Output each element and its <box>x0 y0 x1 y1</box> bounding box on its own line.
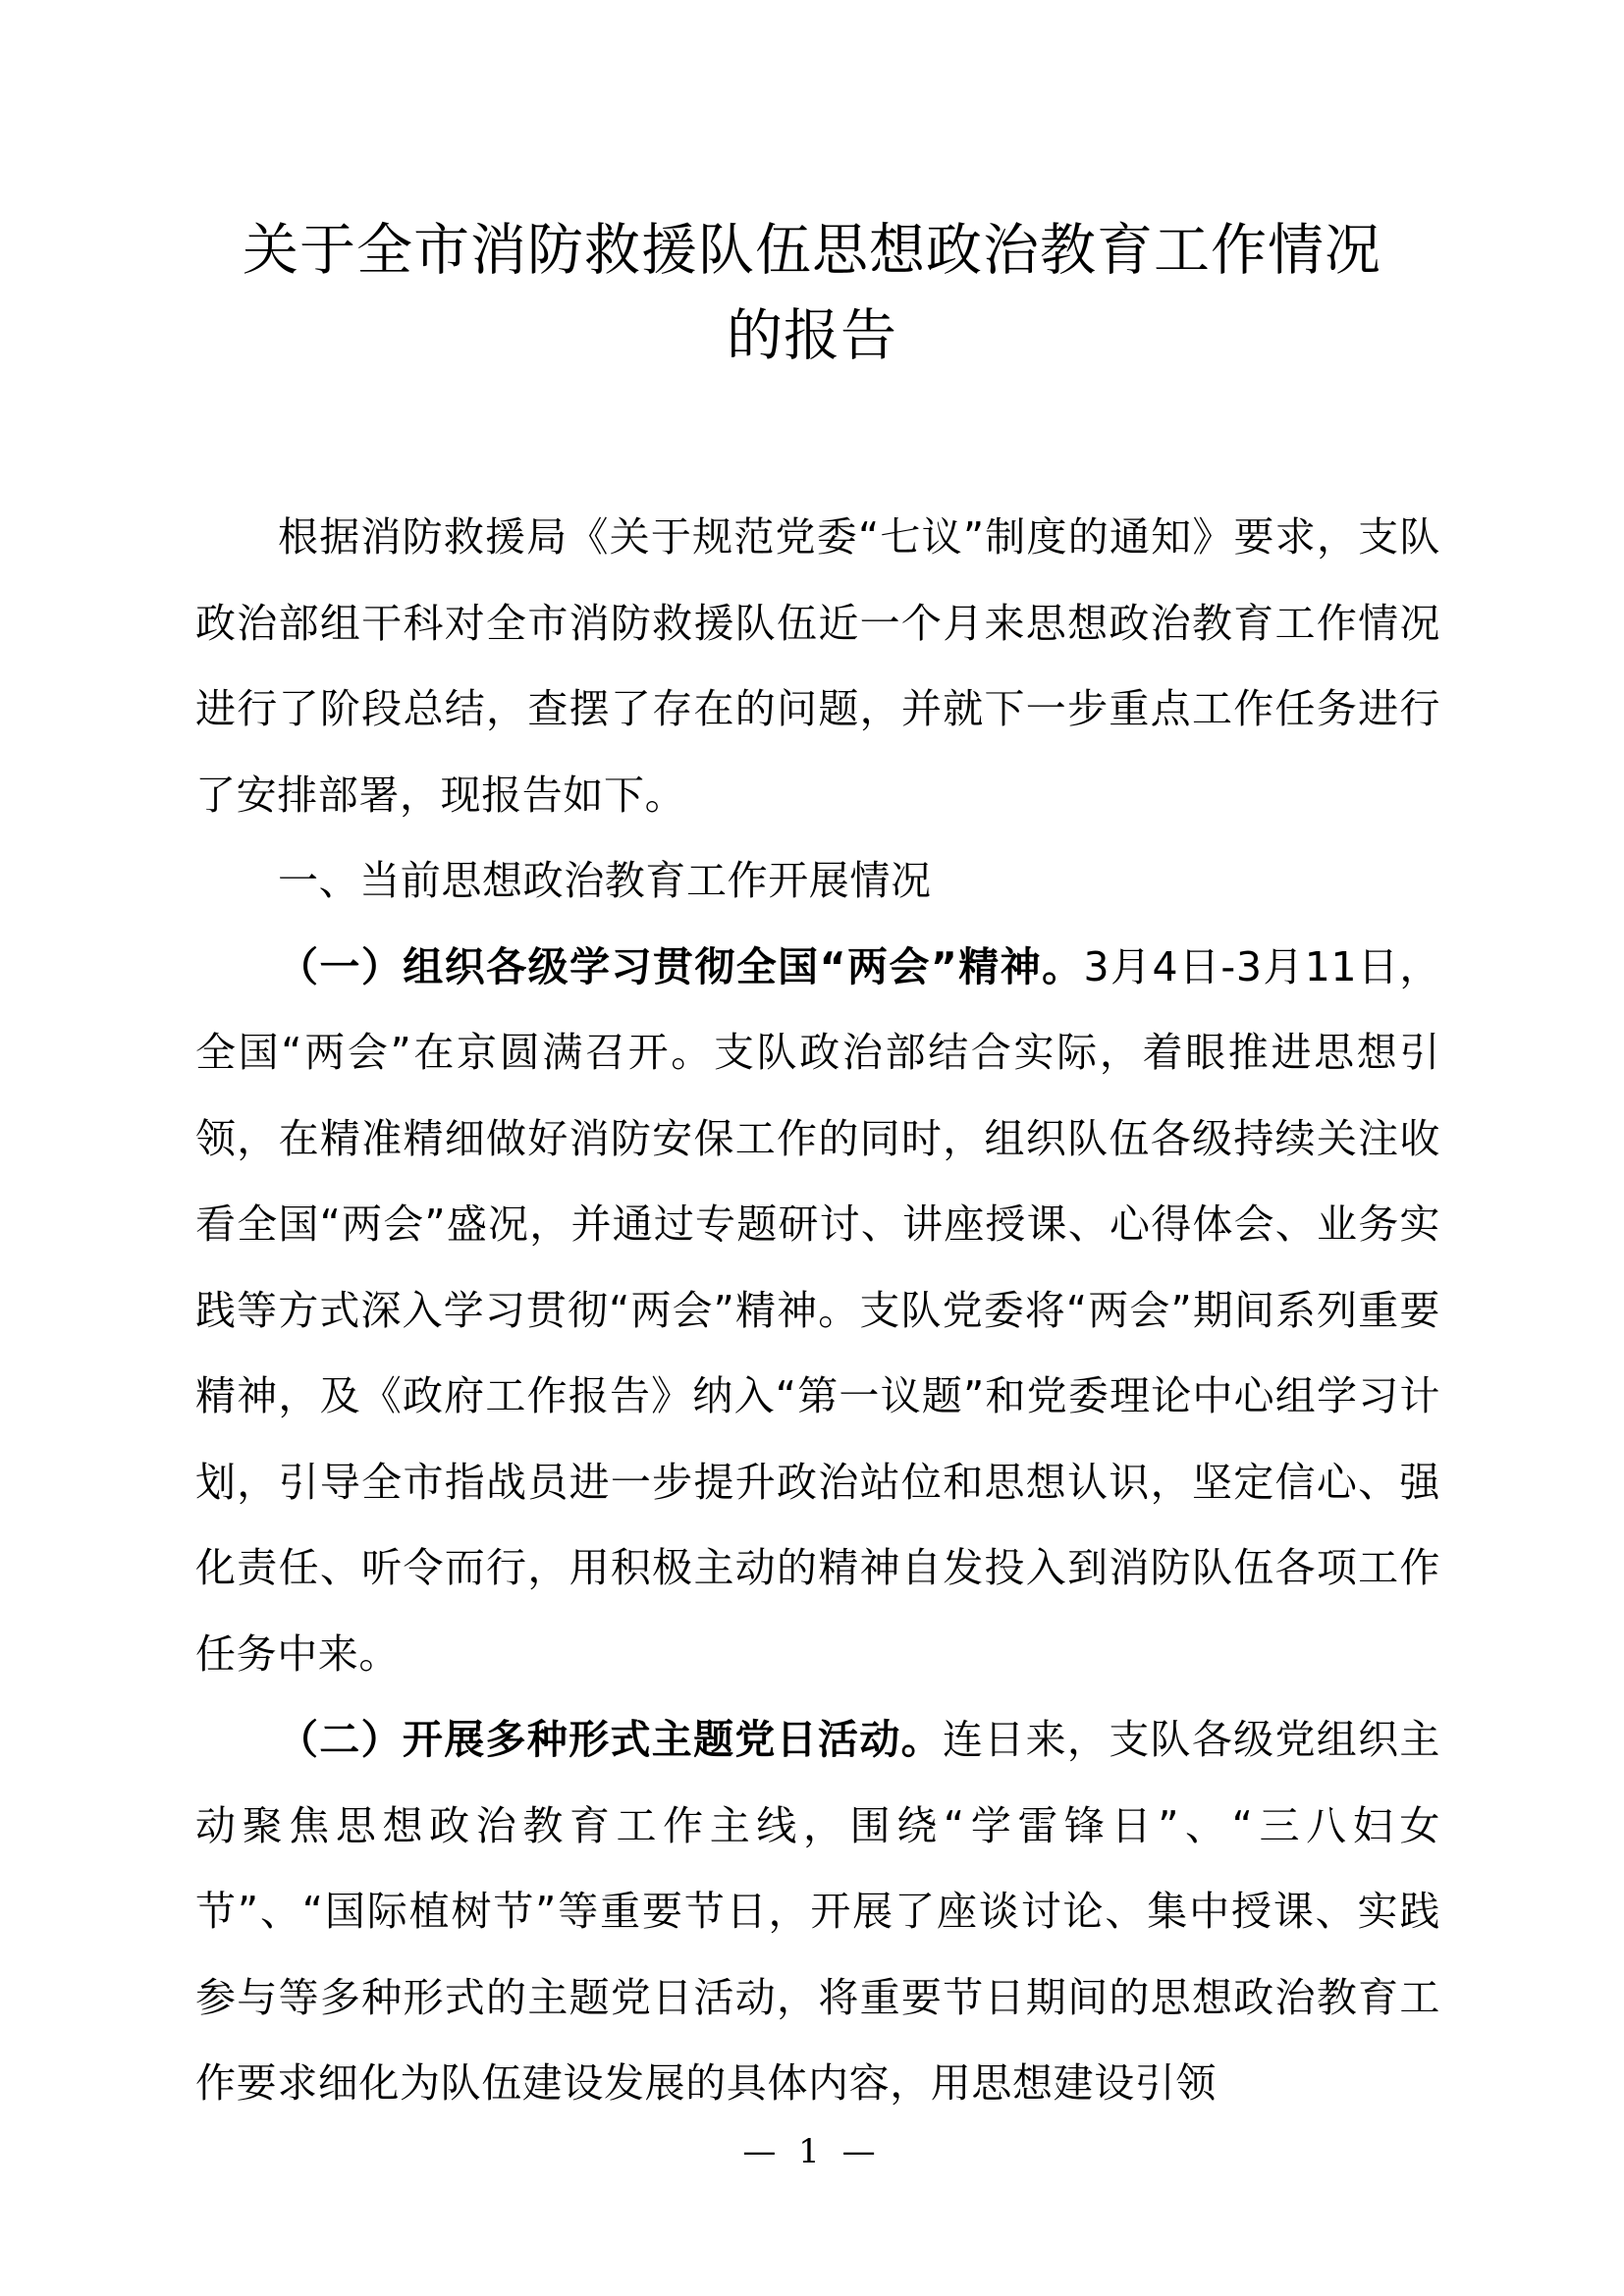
subsection-1 <box>195 925 1440 1698</box>
page-number: — 1 — <box>742 2132 882 2171</box>
document-title <box>147 208 1477 379</box>
title-line-2: 的报告 <box>727 303 897 368</box>
intro-paragraph: 根据消防救援局《关于规范党委“七议”制度的通知》要求，支队政治部组干科对全市消防救援队伍近一个月来思想政治教育工作情况进行了阶段总结，查摆了存在的问题，并就下一步重点工作任务进行了安排部署，现报告如下。 <box>195 513 1440 819</box>
subsection-2-text: 连日来，支队各级党组织主动聚焦思想政治教育工作主线，围绕“学雷锋日”、“三八妇女节”、“国际植树节”等重要节日，开展了座谈讨论、集中授课、实践参与等多种形式的主题党日活动，将重要节日期间的思想政治教育工作要求细化为队伍建设发展的具体内容，用思想建设引领 <box>195 1716 1440 2107</box>
subsection-1-heading: （一）组织各级学习贯彻全国“两会”精神。 <box>278 942 1084 990</box>
subsection-1-text: 3月4日-3月11日，全国“两会”在京圆满召开。支队政治部结合实际，着眼推进思想引领，在精准精细做好消防安保工作的同时，组织队伍各级持续关注收看全国“两会”盛况，并通过专题研讨、讲座授课、心得体会、业务实践等方式深入学习贯彻“两会”精神。支队党委将“两会”期间系列重要精神，及《政府工作报告》纳入“第一议题”和党委理论中心组学习计划，引导全市指战员进一步提升政治站位和思想认识，坚定信心、强化责任、听令而行，用积极主动的精神自发投入到消防队伍各项工作任务中来。 <box>195 942 1441 1678</box>
document-body <box>195 495 1440 2127</box>
subsection-2 <box>195 1697 1440 2127</box>
subsection-2-heading: （二）开展多种形式主题党日活动。 <box>278 1716 943 1763</box>
section-heading-1: 一、当前思想政治教育工作开展情况 <box>278 857 932 904</box>
title-line-1: 关于全市消防救援队伍思想政治教育工作情况 <box>243 218 1381 283</box>
